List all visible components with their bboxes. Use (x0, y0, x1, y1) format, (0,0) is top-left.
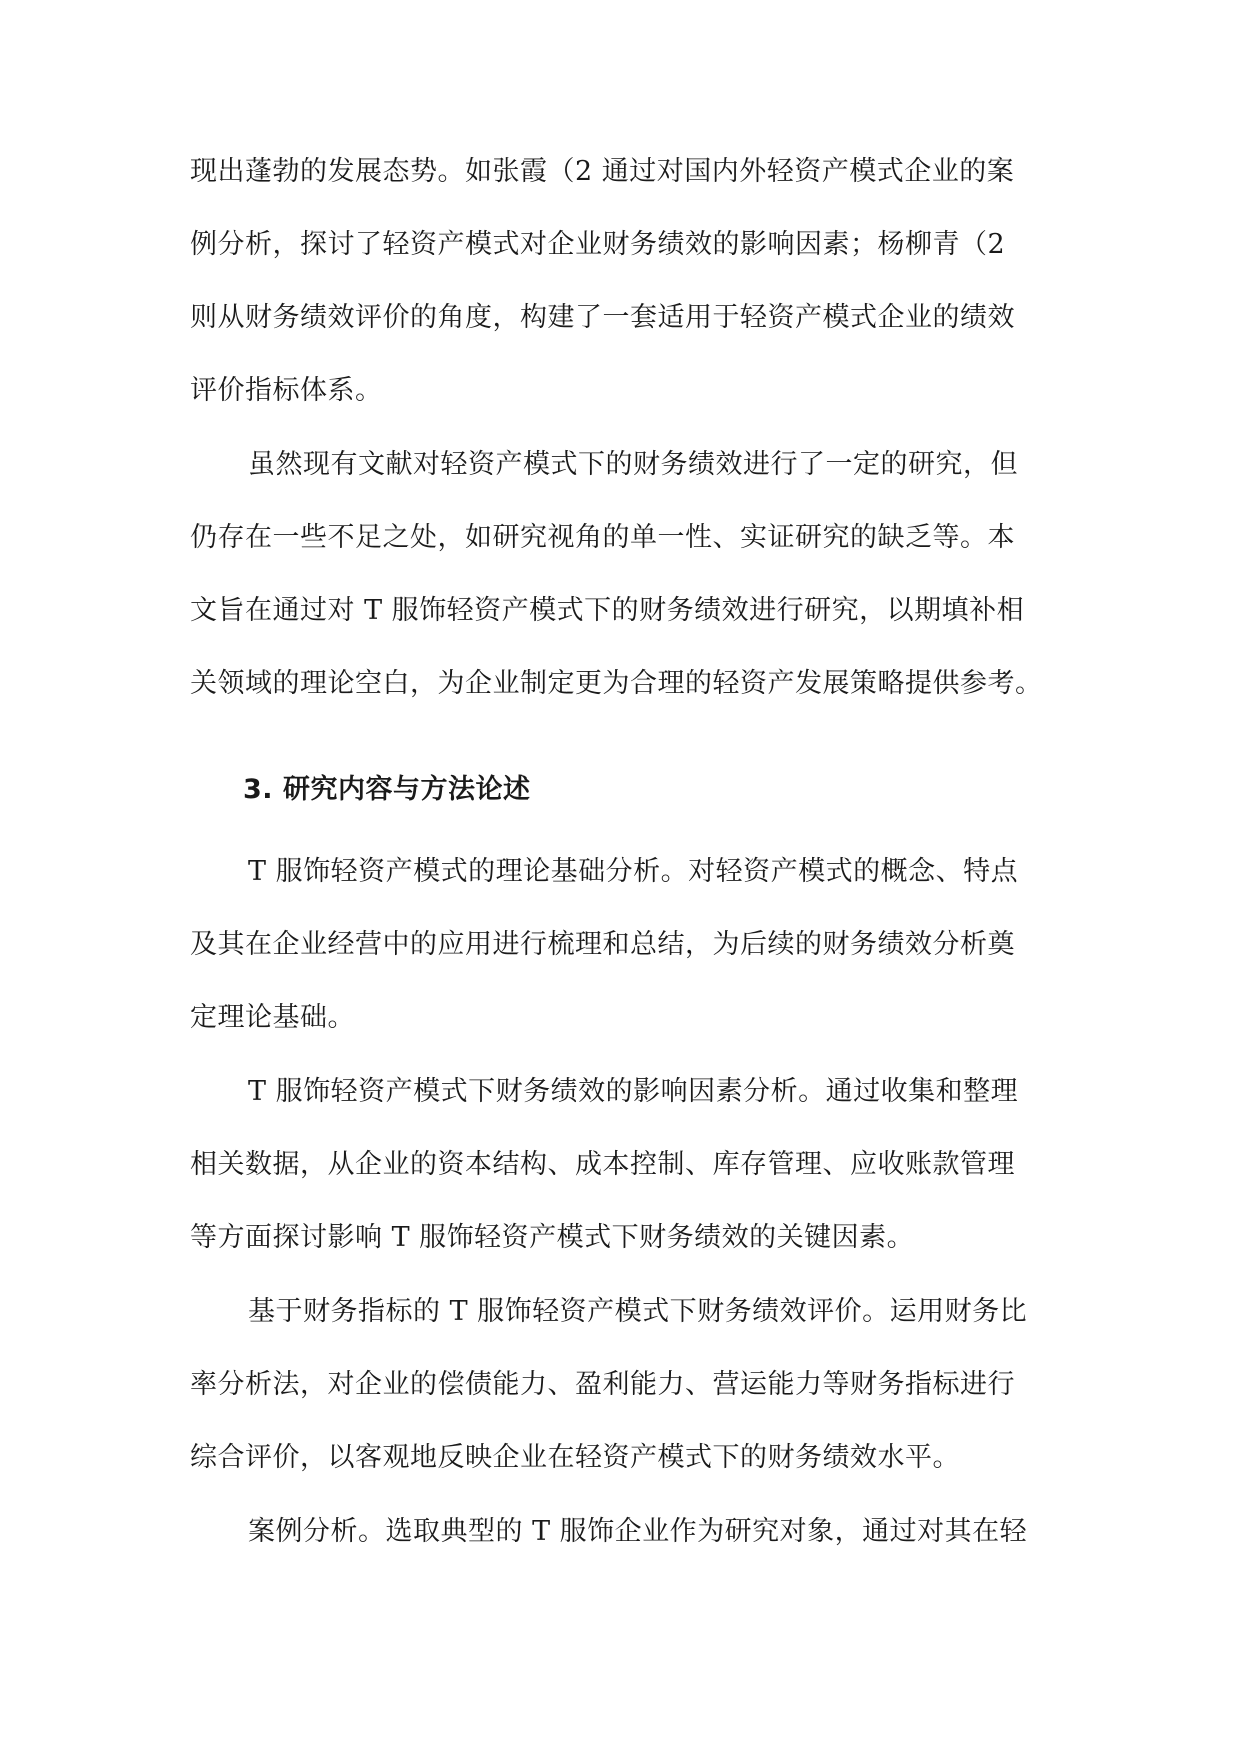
text-line: 及其在企业经营中的应用进行梳理和总结，为后续的财务绩效分析奠 (190, 929, 1015, 960)
text-line: 例分析，探讨了轻资产模式对企业财务绩效的影响因素；杨柳青（2 (190, 229, 1006, 260)
text-line: 现出蓬勃的发展态势。如张霞（2 通过对国内外轻资产模式企业的案 (190, 156, 1015, 187)
text-line: 等方面探讨影响 T 服饰轻资产模式下财务绩效的关键因素。 (190, 1222, 915, 1253)
text-line: 文旨在通过对 T 服饰轻资产模式下的财务绩效进行研究，以期填补相 (190, 595, 1025, 626)
text-line: 仍存在一些不足之处，如研究视角的单一性、实证研究的缺乏等。本 (190, 522, 1015, 553)
text-line: 关领域的理论空白，为企业制定更为合理的轻资产发展策略提供参考。 (190, 668, 1043, 699)
text-line: 综合评价，以客观地反映企业在轻资产模式下的财务绩效水平。 (190, 1442, 960, 1473)
text-line: T 服饰轻资产模式的理论基础分析。对轻资产模式的概念、特点 (248, 856, 1019, 887)
text-line: 虽然现有文献对轻资产模式下的财务绩效进行了一定的研究，但 (248, 449, 1018, 480)
section-heading: 3. 研究内容与方法论述 (243, 774, 531, 805)
text-line: 相关数据，从企业的资本结构、成本控制、库存管理、应收账款管理 (190, 1149, 1015, 1180)
text-line: 案例分析。选取典型的 T 服饰企业作为研究对象，通过对其在轻 (248, 1516, 1028, 1547)
text-line: 则从财务绩效评价的角度，构建了一套适用于轻资产模式企业的绩效 (190, 302, 1015, 333)
text-line: 率分析法，对企业的偿债能力、盈利能力、营运能力等财务指标进行 (190, 1369, 1015, 1400)
text-line: 评价指标体系。 (190, 375, 383, 406)
text-line: 定理论基础。 (190, 1002, 355, 1033)
text-line: T 服饰轻资产模式下财务绩效的影响因素分析。通过收集和整理 (248, 1076, 1019, 1107)
text-line: 基于财务指标的 T 服饰轻资产模式下财务绩效评价。运用财务比 (248, 1296, 1028, 1327)
